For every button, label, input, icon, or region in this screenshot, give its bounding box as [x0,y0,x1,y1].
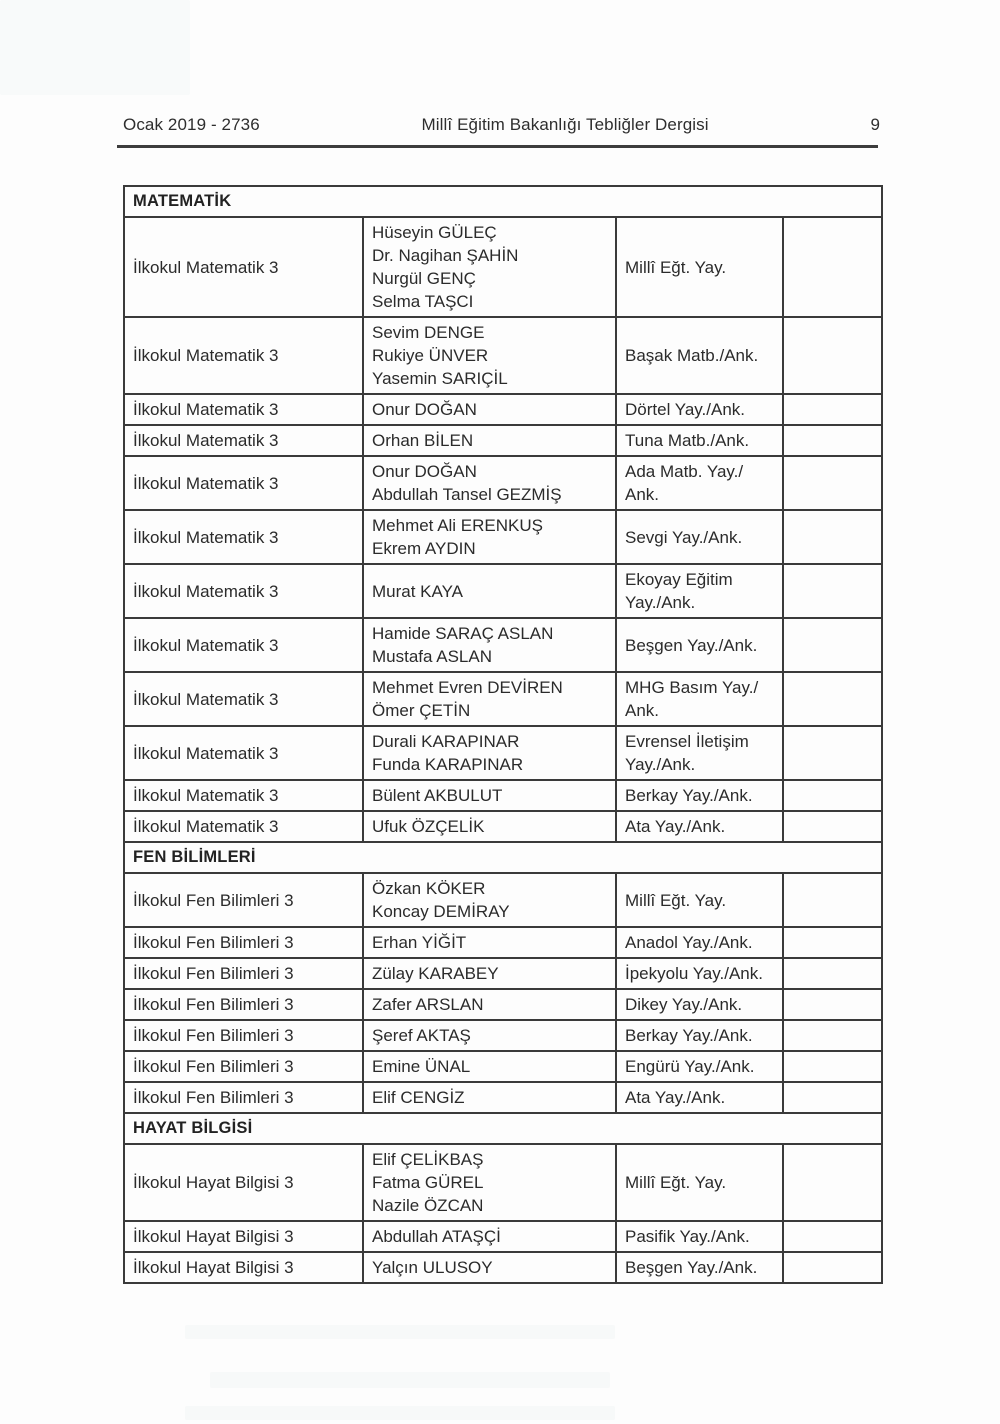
authors-cell [363,726,616,780]
publisher-cell [616,510,783,564]
author-line: Emine ÜNAL [372,1057,471,1076]
publisher-line: Millî Eğt. Yay. [625,257,727,277]
publisher-cell [616,1144,783,1221]
publisher-cell [616,564,783,618]
publisher-cell [616,394,783,425]
author-line: Elif CENGİZ [372,1088,465,1107]
author-line: Mehmet Evren DEVİREN [372,678,563,697]
publisher-line: Beşgen Yay./Ank. [625,1258,758,1277]
notes-cell [783,618,882,672]
publisher-line: Berkay Yay./Ank. [625,786,753,805]
authors-cell [363,1051,616,1082]
publisher-cell [616,217,783,317]
publisher-line: Millî Eğt. Yay. [625,1173,727,1192]
authors-cell [363,317,616,394]
notes-cell [783,425,882,456]
textbook-list-table [123,185,883,1284]
author-line: Zafer ARSLAN [372,995,484,1014]
notes-cell [783,989,882,1020]
section-title: HAYAT BİLGİSİ [124,1113,882,1144]
authors-cell [363,1020,616,1051]
authors-cell [363,618,616,672]
publisher-line: Evrensel İletişim [625,732,749,751]
table-row [124,456,882,510]
notes-cell [783,564,882,618]
publisher-line: Ada Matb. Yay./ [625,462,744,481]
publisher-line: Ank. [625,485,660,504]
course-cell: İlkokul Fen Bilimleri 3 [124,1051,363,1082]
publisher-line: Engürü Yay./Ank. [625,1057,755,1076]
authors-cell [363,811,616,842]
author-line: Dr. Nagihan ŞAHİN [372,246,519,265]
authors-cell [363,780,616,811]
publisher-line: Berkay Yay./Ank. [625,1026,753,1045]
table-row [124,425,882,456]
author-line: Mustafa ASLAN [372,647,493,666]
publisher-cell [616,317,783,394]
header-page-number: 9 [870,115,880,134]
author-line: Orhan BİLEN [372,431,474,450]
course-cell: İlkokul Matematik 3 [124,456,363,510]
course-cell: İlkokul Fen Bilimleri 3 [124,927,363,958]
author-line: Nazile ÖZCAN [372,1196,484,1215]
author-line: Abdullah Tansel GEZMİŞ [372,485,562,504]
course-cell: İlkokul Hayat Bilgisi 3 [124,1144,363,1221]
table-row [124,927,882,958]
authors-cell [363,927,616,958]
course-cell: İlkokul Matematik 3 [124,425,363,456]
notes-cell [783,873,882,927]
publisher-cell [616,1252,783,1283]
publisher-line: Tuna Matb./Ank. [625,431,750,450]
course-cell: İlkokul Fen Bilimleri 3 [124,989,363,1020]
publisher-cell [616,873,783,927]
publisher-line: Millî Eğt. Yay. [625,890,727,910]
author-line: Durali KARAPINAR [372,732,520,751]
author-line: Funda KARAPINAR [372,755,524,774]
table-row [124,1221,882,1252]
authors-cell [363,456,616,510]
author-line: Zülay KARABEY [372,964,499,983]
table-row [124,780,882,811]
notes-cell [783,958,882,989]
table-row [124,672,882,726]
section-title: FEN BİLİMLERİ [124,842,882,873]
notes-cell [783,1082,882,1113]
notes-cell [783,217,882,317]
author-line: Ekrem AYDIN [372,539,476,558]
author-line: Selma TAŞCI [372,292,474,311]
publisher-line: Ata Yay./Ank. [625,1088,726,1107]
course-cell: İlkokul Hayat Bilgisi 3 [124,1221,363,1252]
publisher-line: Başak Matb./Ank. [625,346,759,365]
notes-cell [783,317,882,394]
notes-cell [783,510,882,564]
table-row [124,811,882,842]
authors-cell [363,1252,616,1283]
table-row [124,394,882,425]
table-row [124,958,882,989]
course-cell: İlkokul Matematik 3 [124,726,363,780]
table-row [124,510,882,564]
publisher-cell [616,726,783,780]
authors-cell [363,217,616,317]
authors-cell [363,958,616,989]
table-row [124,1082,882,1113]
author-line: Abdullah ATAŞÇİ [372,1227,501,1246]
table-row [124,1144,882,1221]
author-line: Hüseyin GÜLEÇ [372,223,497,242]
author-line: Nurgül GENÇ [372,269,476,288]
table-row [124,618,882,672]
author-line: Onur DOĞAN [372,462,477,481]
author-line: Ufuk ÖZÇELİK [372,817,485,836]
publisher-line: Yay./Ank. [625,593,696,612]
authors-cell [363,510,616,564]
notes-cell [783,1252,882,1283]
publisher-line: Beşgen Yay./Ank. [625,635,758,655]
author-line: Özkan KÖKER [372,879,486,898]
page-header [123,115,880,135]
course-cell: İlkokul Matematik 3 [124,394,363,425]
author-line: Hamide SARAÇ ASLAN [372,624,554,643]
author-line: Fatma GÜREL [372,1173,484,1192]
publisher-cell [616,1020,783,1051]
author-line: Bülent AKBULUT [372,786,503,805]
notes-cell [783,811,882,842]
course-cell: İlkokul Hayat Bilgisi 3 [124,1252,363,1283]
publisher-line: Ank. [625,701,660,720]
authors-cell [363,672,616,726]
publisher-cell [616,618,783,672]
authors-cell [363,989,616,1020]
publisher-cell [616,672,783,726]
course-cell: İlkokul Matematik 3 [124,672,363,726]
table-row [124,989,882,1020]
publisher-line: Yay./Ank. [625,755,696,774]
table-row [124,726,882,780]
scan-artifact [210,1372,610,1388]
authors-cell [363,425,616,456]
publisher-cell [616,425,783,456]
course-cell: İlkokul Fen Bilimleri 3 [124,958,363,989]
header-journal-title: Millî Eğitim Bakanlığı Tebliğler Dergisi [421,115,709,134]
scan-artifact [185,1406,615,1420]
author-line: Mehmet Ali ERENKUŞ [372,516,543,535]
publisher-line: Anadol Yay./Ank. [625,933,753,952]
publisher-line: Pasifik Yay./Ank. [625,1227,750,1246]
header-issue-date: Ocak 2019 - 2736 [123,115,260,134]
table-row [124,873,882,927]
notes-cell [783,780,882,811]
author-line: Erhan YİĞİT [372,933,467,952]
header-rule [117,145,878,148]
author-line: Şeref AKTAŞ [372,1026,471,1045]
notes-cell [783,1051,882,1082]
notes-cell [783,456,882,510]
section-title: MATEMATİK [124,186,882,217]
course-cell: İlkokul Matematik 3 [124,317,363,394]
author-line: Ömer ÇETİN [372,701,471,720]
author-line: Yasemin SARIÇİL [372,369,508,388]
publisher-cell [616,927,783,958]
table-row [124,217,882,317]
publisher-line: Sevgi Yay./Ank. [625,527,743,547]
course-cell: İlkokul Matematik 3 [124,510,363,564]
notes-cell [783,1020,882,1051]
notes-cell [783,726,882,780]
publisher-cell [616,811,783,842]
author-line: Murat KAYA [372,581,464,601]
course-cell: İlkokul Fen Bilimleri 3 [124,873,363,927]
notes-cell [783,672,882,726]
table-row [124,564,882,618]
author-line: Yalçın ULUSOY [372,1258,493,1277]
table-row [124,1020,882,1051]
publisher-line: Ekoyay Eğitim [625,570,733,589]
notes-cell [783,927,882,958]
publisher-cell [616,1221,783,1252]
publisher-cell [616,989,783,1020]
notes-cell [783,1144,882,1221]
course-cell: İlkokul Fen Bilimleri 3 [124,1082,363,1113]
notes-cell [783,1221,882,1252]
course-cell: İlkokul Matematik 3 [124,618,363,672]
publisher-line: Dörtel Yay./Ank. [625,400,745,419]
section-header-row [124,842,882,873]
authors-cell [363,873,616,927]
authors-cell [363,1144,616,1221]
publisher-line: Ata Yay./Ank. [625,817,726,836]
author-line: Elif ÇELİKBAŞ [372,1150,484,1169]
section-header-row [124,1113,882,1144]
publisher-cell [616,456,783,510]
section-header-row [124,186,882,217]
course-cell: İlkokul Matematik 3 [124,811,363,842]
publisher-line: MHG Basım Yay./ [625,678,759,697]
course-cell: İlkokul Matematik 3 [124,780,363,811]
publisher-cell [616,1051,783,1082]
publisher-line: Dikey Yay./Ank. [625,995,743,1014]
author-line: Onur DOĞAN [372,400,477,419]
table-row [124,1252,882,1283]
course-cell: İlkokul Matematik 3 [124,564,363,618]
author-line: Koncay DEMİRAY [372,902,510,921]
table-body [124,186,882,1283]
publisher-cell [616,1082,783,1113]
scan-artifact [0,0,190,95]
authors-cell [363,394,616,425]
authors-cell [363,1221,616,1252]
publisher-cell [616,780,783,811]
table-row [124,317,882,394]
author-line: Sevim DENGE [372,323,485,342]
course-cell: İlkokul Matematik 3 [124,217,363,317]
notes-cell [783,394,882,425]
author-line: Rukiye ÜNVER [372,346,489,365]
authors-cell [363,1082,616,1113]
publisher-line: İpekyolu Yay./Ank. [625,964,763,983]
course-cell: İlkokul Fen Bilimleri 3 [124,1020,363,1051]
publisher-cell [616,958,783,989]
authors-cell [363,564,616,618]
scan-artifact [185,1325,615,1339]
table-row [124,1051,882,1082]
